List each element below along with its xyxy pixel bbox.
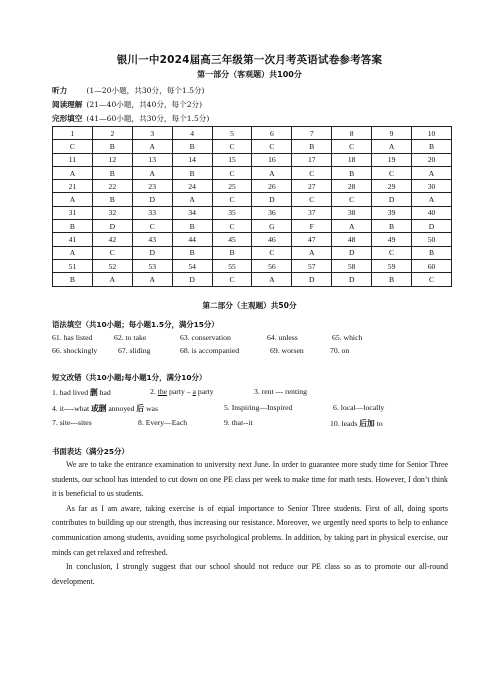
grammar-answer: 67. sliding [118,346,151,355]
answer-cell: A [412,166,452,179]
question-number-cell: 32 [92,206,132,219]
question-number-cell: 12 [92,153,132,166]
page-title: 银川一中2024届高三年级第一次月考英语试卷参考答案 [116,54,383,66]
answer-cell: A [372,140,412,153]
section-label: 完形填空 [52,114,83,123]
answer-cell: B [92,140,132,153]
writing-essay [52,458,448,589]
section-label: 阅读理解 [52,100,83,109]
answer-cell: D [332,273,372,286]
answer-cell: B [172,220,212,233]
answer-cell: C [412,273,452,286]
answer-cell: D [372,193,412,206]
answer-cell: A [252,166,292,179]
answer-cell: B [412,246,452,259]
question-number-cell: 29 [372,180,412,193]
essay-paragraph: As far as I am aware, taking exercise is of equal importance to Senior Three students. First of all, doing sports contributes to building up our strength, thus increasing our resistance. Moreover, we urgently need sports to help to enhance communication among students, avoiding some psychological problems. In addition, by taking part in physical exercise, our minds can get relaxed and refreshed. [52,503,448,557]
question-number-cell: 30 [412,180,452,193]
answer-cell: B [172,166,212,179]
question-number-cell: 8 [332,127,372,140]
question-number-row [53,233,452,246]
question-number-cell: 23 [132,180,172,193]
answer-cell: A [132,166,172,179]
answer-cell: A [53,166,93,179]
answer-cell: D [252,193,292,206]
correction-mark: 删 [90,388,98,397]
correction-item-5: 5. Inspiring—Inspired [224,403,293,412]
answer-cell: D [332,246,372,259]
answer-cell: C [372,246,412,259]
answer-cell: B [53,220,93,233]
answer-cell: C [292,166,332,179]
correction-heading: 短文改错（共10小题;每小题1分，满分10分） [52,373,207,382]
question-number-cell: 39 [372,206,412,219]
question-number-cell: 4 [172,127,212,140]
question-number-cell: 26 [252,180,292,193]
answer-cell: D [92,220,132,233]
grammar-answer: 68. is accompanied [180,346,240,355]
question-number-cell: 34 [172,206,212,219]
answer-cell: A [252,273,292,286]
answer-cell: C [53,140,93,153]
answer-cell: B [172,140,212,153]
answer-cell: B [292,140,332,153]
question-number-row [53,153,452,166]
question-number-cell: 52 [92,259,132,272]
question-number-cell: 44 [172,233,212,246]
answer-cell: A [172,193,212,206]
grammar-answer: 61. has listed [52,333,93,342]
question-number-row [53,206,452,219]
answer-cell: D [132,193,172,206]
question-number-cell: 36 [252,206,292,219]
question-number-cell: 31 [53,206,93,219]
correction-mark: 或删 [91,404,107,413]
answer-cell: A [92,273,132,286]
answer-cell: C [212,220,252,233]
correction-text: a [192,387,196,396]
question-number-cell: 11 [53,153,93,166]
section-cloze [52,113,209,124]
correction-item-3: 3. rent --- renting [254,387,307,396]
question-number-cell: 7 [292,127,332,140]
question-number-cell: 24 [172,180,212,193]
question-number-cell: 5 [212,127,252,140]
question-number-cell: 35 [212,206,252,219]
answer-cell: A [53,193,93,206]
question-number-cell: 50 [412,233,452,246]
question-number-cell: 59 [372,259,412,272]
question-number-cell: 51 [53,259,93,272]
answer-cell: F [292,220,332,233]
question-number-cell: 28 [332,180,372,193]
answer-row [53,273,452,286]
essay-paragraph: In conclusion, I strongly suggest that our school should not reduce our PE class so as to promote our all-round development. [52,562,448,586]
question-number-cell: 21 [53,180,93,193]
answer-cell: C [292,193,332,206]
question-number-cell: 27 [292,180,332,193]
correction-text: was [144,404,158,413]
answer-cell: C [212,166,252,179]
answer-cell: A [132,273,172,286]
correction-text: 4. it----what [52,404,92,413]
grammar-answer: 65. which [332,333,363,342]
question-number-cell: 57 [292,259,332,272]
question-number-cell: 10 [412,127,452,140]
question-number-cell: 53 [132,259,172,272]
answer-cell: B [372,220,412,233]
answer-cell: C [132,220,172,233]
correction-text: the [157,387,168,396]
question-number-cell: 60 [412,259,452,272]
answer-cell: A [132,140,172,153]
question-number-cell: 18 [332,153,372,166]
answer-cell: C [212,140,252,153]
answer-cell: C [212,273,252,286]
correction-text: party [195,387,214,396]
answer-cell: B [92,166,132,179]
grammar-answer: 69. worsen [270,346,304,355]
answer-cell: A [332,220,372,233]
correction-mark: 后 [136,404,145,413]
grammar-answer: 64. unless [267,333,298,342]
answer-cell: C [252,140,292,153]
question-number-cell: 19 [372,153,412,166]
grammar-answer: 70. on [330,346,350,355]
question-number-cell: 17 [292,153,332,166]
answer-cell: C [252,246,292,259]
answer-cell: G [252,220,292,233]
answer-cell: C [372,166,412,179]
correction-text: annoyed [106,404,137,413]
question-number-cell: 2 [92,127,132,140]
grammar-heading: 语法填空（共10小题；每小题1.5分，满分15分） [52,320,219,329]
correction-text: 1. had lived [52,388,91,397]
correction-text: 10. leads [330,419,360,428]
question-number-cell: 9 [372,127,412,140]
question-number-cell: 46 [252,233,292,246]
answer-row [53,193,452,206]
question-number-cell: 47 [292,233,332,246]
correction-text: had [97,388,111,397]
correction-text: 2. [150,387,158,396]
answer-row [53,220,452,233]
answer-cell: A [412,193,452,206]
correction-text: to [374,419,383,428]
grammar-answer: 62. to take [114,333,147,342]
question-number-cell: 54 [172,259,212,272]
answer-cell: B [92,193,132,206]
section-label: 听力 [52,86,68,95]
answer-cell: D [132,246,172,259]
question-number-cell: 25 [212,180,252,193]
question-number-cell: 3 [132,127,172,140]
correction-item-2 [150,387,214,396]
question-number-cell: 15 [212,153,252,166]
correction-item-10 [330,418,383,429]
question-number-cell: 45 [212,233,252,246]
grammar-answer: 66. shockingly [52,346,98,355]
answer-table [52,126,452,287]
section-listening [52,85,205,96]
question-number-cell: 20 [412,153,452,166]
answer-cell: C [92,246,132,259]
question-number-row [53,127,452,140]
part1-heading: 第一部分（客观题）共100分 [197,70,302,79]
answer-cell: B [412,140,452,153]
correction-item-6: 6. local—locally [333,403,385,412]
section-detail: (21—40小题，共40分，每个2分) [86,100,203,109]
answer-cell: B [172,246,212,259]
answer-cell: A [292,246,332,259]
essay-paragraph: We are to take the entrance examination to university next June. In order to guarantee more study time for Senior Three students, our school has intended to cut down on one PE class per week to make time for math tests. However, I don’t think it is beneficial to us students. [52,460,448,499]
correction-item-7: 7. site---sites [52,418,92,427]
answer-cell: C [212,193,252,206]
answer-cell: B [372,273,412,286]
answer-row [53,166,452,179]
section-reading [52,99,202,110]
question-number-cell: 1 [53,127,93,140]
question-number-cell: 58 [332,259,372,272]
answer-cell: B [53,273,93,286]
question-number-cell: 42 [92,233,132,246]
question-number-cell: 55 [212,259,252,272]
answer-cell: A [53,246,93,259]
question-number-row [53,180,452,193]
question-number-cell: 16 [252,153,292,166]
correction-text: party – [167,387,193,396]
section-detail: (41—60小题，共30分，每个1.5分) [86,114,210,123]
question-number-cell: 6 [252,127,292,140]
answer-cell: C [332,140,372,153]
answer-cell: D [292,273,332,286]
answer-cell: B [212,246,252,259]
correction-mark: 后加 [359,419,375,428]
correction-item-1 [52,387,111,398]
question-number-cell: 43 [132,233,172,246]
question-number-cell: 13 [132,153,172,166]
answer-cell: D [172,273,212,286]
correction-item-8: 8. Every—Each [138,418,188,427]
correction-item-9: 9. that--it [224,418,253,427]
answer-cell: C [332,193,372,206]
grammar-answer: 63. conservation [180,333,231,342]
question-number-cell: 38 [332,206,372,219]
question-number-cell: 37 [292,206,332,219]
answer-row [53,140,452,153]
part2-heading: 第二部分（主观题）共50分 [202,301,297,310]
question-number-cell: 41 [53,233,93,246]
section-detail: (1—20小题，共30分，每个1.5分) [86,86,205,95]
writing-heading: 书面表达（满分25分） [52,447,129,456]
question-number-cell: 14 [172,153,212,166]
answer-cell: B [332,166,372,179]
question-number-cell: 33 [132,206,172,219]
question-number-cell: 49 [372,233,412,246]
answer-cell: D [412,220,452,233]
correction-item-4 [52,403,158,414]
question-number-cell: 22 [92,180,132,193]
question-number-cell: 40 [412,206,452,219]
question-number-row [53,259,452,272]
answer-row [53,246,452,259]
question-number-cell: 56 [252,259,292,272]
question-number-cell: 48 [332,233,372,246]
